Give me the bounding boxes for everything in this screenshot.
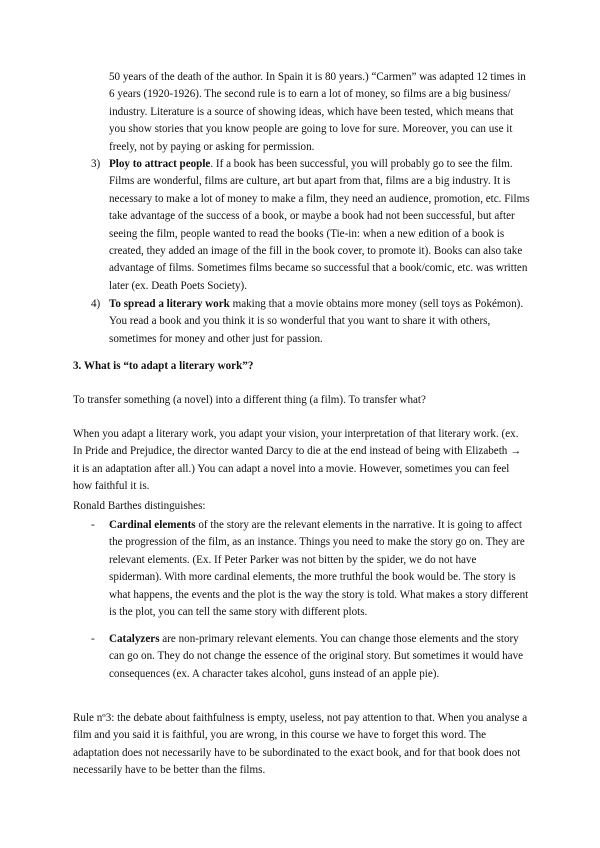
- list-item-title: Ploy to attract people: [109, 158, 211, 170]
- list-item-spread: [109, 296, 530, 348]
- list-number: 3): [91, 158, 101, 170]
- bullet-title: Catalyzers: [109, 633, 160, 645]
- section-heading: 3. What is “to adapt a literary work”?: [73, 360, 254, 372]
- bullet-title: Cardinal elements: [109, 519, 196, 531]
- paragraph-rule3: Rule nº3: the debate about faithfulness is empty, useless, not pay attention to that. When you analyse a film and you said it is faithful, you are wrong, in this course we have to forget this word. The adaptation does not necessarily have to be subordinated to the exact book, and for that book does not necessarily have to be better than the films.: [73, 712, 528, 777]
- bullet-text: are non-primary relevant elements. You can change those elements and the story can go on. They do not change the essence of the original story. But sometimes it would have consequences (ex. A character takes alcohol, guns instead of an apple pie).: [109, 633, 524, 680]
- paragraph-adapt: When you adapt a literary work, you adapt your vision, your interpretation of that literary work. (ex. In Pride and Prejudice, the director wanted Darcy to die at the end instead of being with Elizabeth → it is an adaptation after all.) You can adapt a novel into a movie. However, sometimes you can feel how faithful it is.: [73, 428, 522, 493]
- paragraph-transfer: To transfer something (a novel) into a different thing (a film). To transfer what?: [73, 394, 426, 406]
- list-number: 4): [91, 298, 101, 310]
- bullet-cardinal-elements: [109, 517, 530, 621]
- bullet-dash: -: [91, 519, 95, 531]
- continuation-paragraph: 50 years of the death of the author. In Spain it is 80 years.) “Carmen” was adapted 12 times in 6 years (1920-1926). The second rule is to earn a lot of money, so films are a big business/ industry. Literature is a source of showing ideas, which have been tested, which means that you show stories that you know people are going to love for sure. Moreover, you can use it freely, not by paying or asking for permission.: [109, 71, 526, 153]
- list-item-text: making that a movie obtains more money (sell toys as Pokémon). You read a book and you think it is so wonderful that you want to share it with others, sometimes for money and other just for passion.: [109, 298, 524, 345]
- list-item-ploy: [109, 156, 530, 295]
- bullet-catalyzers: [109, 631, 530, 683]
- list-item-text: . If a book has been successful, you will probably go to see the film. Films are wonderful, films are culture, art but apart from that, films are a big industry. It is necessary to make a lot of money to make a film, they need an audience, promotion, etc. Films take advantage of the success of a book, or maybe a book had not been successful, but after seeing the film, people wanted to read the books (Tie-in: when a new edition of a book is created, they added an image of the fill in the book cover, to promote it). Books can also take advantage of films. Sometimes films became so successful that a book/comic, etc. was written later (ex. Death Poets Society).: [109, 158, 530, 292]
- bullet-text: of the story are the relevant elements in the narrative. It is going to affect the progression of the film, as an instance. Things you need to make the story go on. They are relevant elements. (Ex. If Peter Parker was not bitten by the spider, we do not have spiderman). With more cardinal elements, the more truthful the book would be. The story is what happens, the events and the plot is the way the story is told. What makes a story different is the plot, you can tell the same story with different plots.: [109, 519, 529, 619]
- bullet-dash: -: [91, 633, 95, 645]
- list-item-title: To spread a literary work: [109, 298, 230, 310]
- barthes-intro: Ronald Barthes distinguishes:: [73, 500, 206, 512]
